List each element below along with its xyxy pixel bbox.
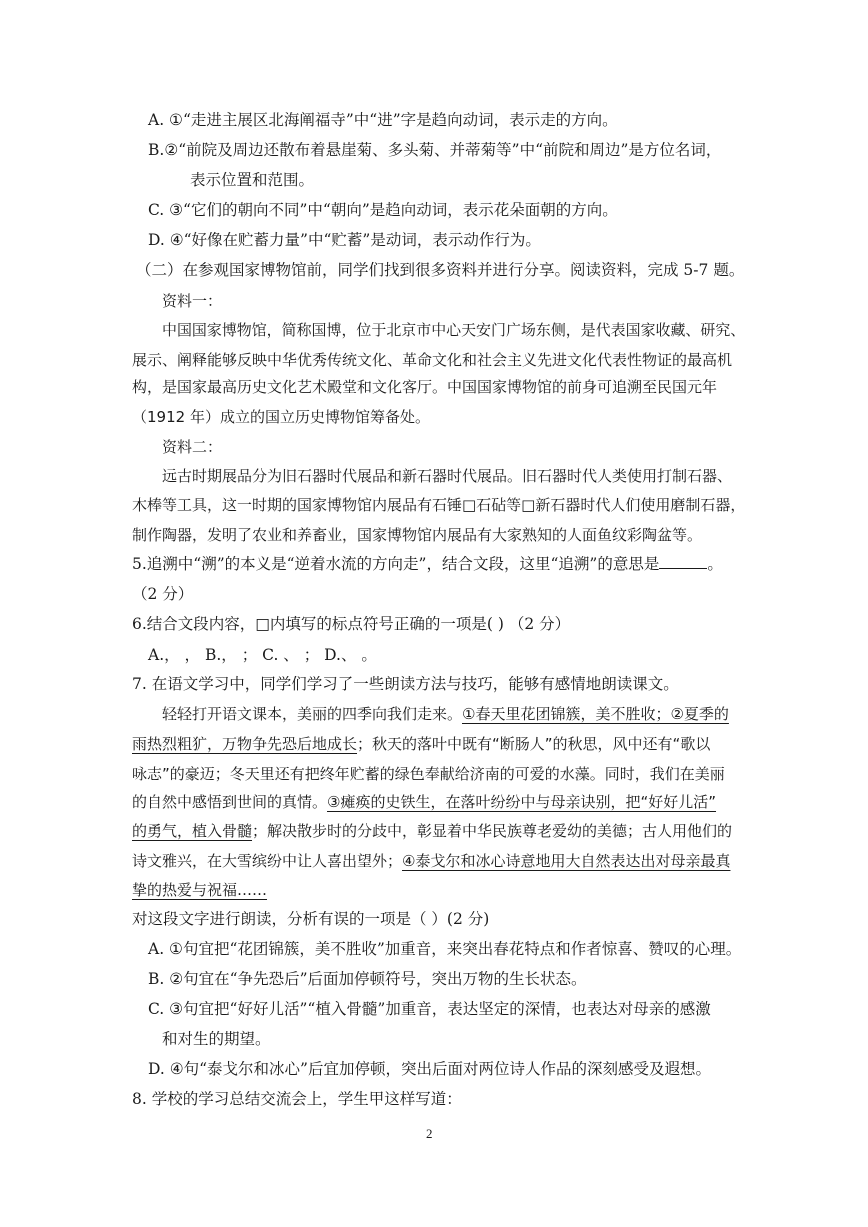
q7-sentence-1-2: ①春天里花团锦簇，美不胜收；②夏季的 [462, 705, 729, 723]
q4-option-b-line2: 表示位置和范围。 [190, 171, 315, 189]
q5-answer-blank[interactable] [659, 554, 707, 569]
q7-sentence-3: ③瘫痪的史铁生，在落叶纷纷中与母亲诀别，把“好好儿活” [327, 793, 717, 811]
material2-line2: 木棒等工具，这一时期的国家博物馆内展品有石锤□石砧等□新石器时代人们使用磨制石器， [132, 496, 746, 514]
q7-passage-line3: 咏志”的豪迈；冬天里还有把终年贮蓄的绿色奉献给济南的可爱的水藻。同时，我们在美丽 [132, 765, 725, 783]
q5-score: （2 分） [132, 585, 194, 603]
q6-options: A.， ， B.， ； C. 、 ； D.、 。 [148, 646, 377, 664]
q4-option-b-line1: B.②“前院及周边还散布着悬崖菊、多头菊、并蒂菊等”中“前院和周边”是方位名词， [148, 141, 722, 159]
q7-passage-5b: ；解决散步时的分歧中，彰显着中华民族尊老爱幼的美德；古人用他们的 [252, 822, 733, 840]
material2-title: 资料二： [162, 438, 223, 456]
q7-option-a: A. ①句宜把“花团锦簇，美不胜收”加重音，来突出春花特点和作者惊喜、赞叹的心理。 [148, 940, 742, 958]
q4-option-a: A. ①“走进主展区北海阐福寺”中“进”字是趋向动词，表示走的方向。 [148, 111, 618, 129]
q7-ask: 对这段文字进行朗读，分析有误的一项是（ ）(2 分) [132, 910, 490, 928]
material1-line3: 构，是国家最高历史文化艺术殿堂和文化客厅。中国国家博物馆的前身可追溯至民国元年 [132, 378, 718, 396]
q5-stem-end: 。 [707, 555, 723, 573]
q8-stem: 8. 学校的学习总结交流会上，学生甲这样写道： [132, 1090, 462, 1108]
q7-stem: 7. 在语文学习中，同学们学习了一些朗读方法与技巧，能够有感情地朗读课文。 [132, 675, 679, 693]
q7-passage-1a: 轻轻打开语文课本，美丽的四季向我们走来。 [162, 705, 463, 723]
q7-sentence-4: ④泰戈尔和冰心诗意地用大自然表达出对母亲最真 [402, 852, 731, 870]
q4-option-d: D. ④“好像在贮蓄力量”中“贮蓄”是动词，表示动作行为。 [148, 231, 541, 249]
q4-option-c: C. ③“它们的朝向不同”中“朝向”是趋向动词，表示花朵面朝的方向。 [148, 201, 618, 219]
q7-passage-line5 [132, 821, 732, 841]
q7-option-d: D. ④句“泰戈尔和冰心”后宜加停顿，突出后面对两位诗人作品的深刻感受及遐想。 [148, 1060, 711, 1078]
q7-passage-6a: 诗文雅兴，在大雪缤纷中让人喜出望外； [132, 852, 403, 870]
material1-title: 资料一： [162, 292, 223, 310]
q7-sentence-3-end: 的勇气，植入骨髓 [132, 822, 253, 840]
q7-passage-2b: ；秋天的落叶中既有“断肠人”的秋思，风中还有“歌以 [357, 735, 711, 753]
q7-passage-line1 [162, 704, 729, 724]
material1-line4: （1912 年）成立的国立历史博物馆筹备处。 [132, 408, 430, 426]
q7-sentence-2-end: 雨热烈粗犷，万物争先恐后地成长 [132, 735, 358, 753]
q5-stem [132, 554, 723, 574]
material2-line3: 制作陶器，发明了农业和养畜业，国家博物馆内展品有大家熟知的人面鱼纹彩陶盆等。 [132, 526, 703, 544]
material1-line1: 中国国家博物馆，简称国博，位于北京市中心天安门广场东侧，是代表国家收藏、研究、 [162, 321, 746, 339]
q5-stem-text: 5.追溯中“溯”的本义是“逆着水流的方向走”，结合文段，这里“追溯”的意思是 [132, 555, 660, 573]
section2-intro: （二）在参观国家博物馆前，同学们找到很多资料并进行分享。阅读资料，完成 5-7 题。 [136, 261, 745, 279]
q7-option-c-line1: C. ③句宜把“好好儿活”“植入骨髓”加重音，表达坚定的深情，也表达对母亲的感激 [148, 1000, 711, 1018]
q7-passage-line6 [132, 851, 730, 871]
material1-line2: 展示、阐释能够反映中华优秀传统文化、革命文化和社会主义先进文化代表性物证的最高机 [132, 351, 733, 369]
q7-passage-line7 [132, 880, 267, 900]
q7-passage-4a: 的自然中感悟到世间的真情。 [132, 793, 328, 811]
material2-line1: 远古时期展品分为旧石器时代展品和新石器时代展品。旧石器时代人类使用打制石器、 [162, 467, 733, 485]
q7-sentence-4-end: 挚的热爱与祝福…… [132, 881, 268, 899]
q7-passage-line2 [132, 734, 710, 754]
q7-passage-line4 [132, 792, 716, 812]
q6-stem: 6.结合文段内容，□内填写的标点符号正确的一项是( ) （2 分） [132, 615, 571, 633]
q7-option-c-line2: 和对生的期望。 [162, 1030, 271, 1048]
q7-option-b: B. ②句宜在“争先恐后”后面加停顿符号，突出万物的生长状态。 [148, 970, 587, 988]
page-number: 2 [426, 1126, 433, 1141]
